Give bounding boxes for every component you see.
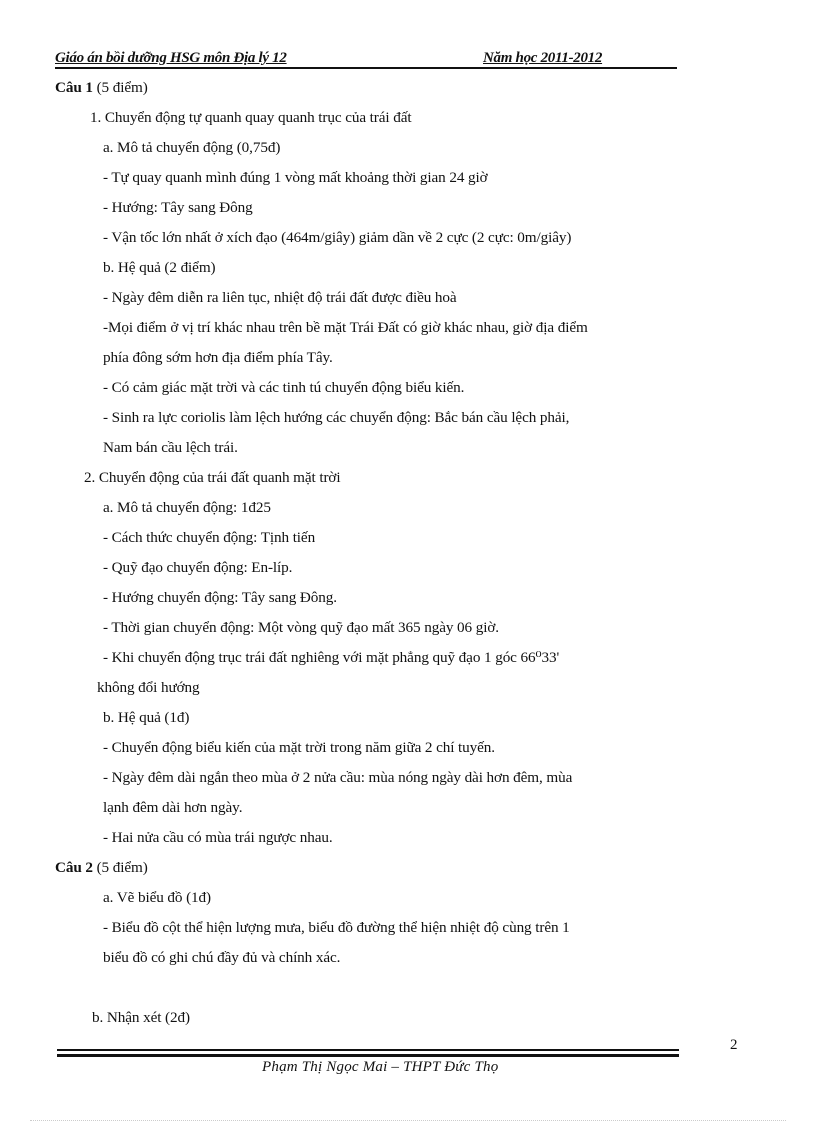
header-rule [55,67,677,69]
body-line: biểu đồ có ghi chú đầy đủ và chính xác. [103,949,341,966]
footer-rule [57,1049,679,1051]
body-line: - Thời gian chuyển động: Một vòng quỹ đạo mất 365 ngày 06 giờ. [103,619,499,636]
body-line: - Hướng: Tây sang Đông [103,199,253,216]
subsection-b-title: b. Hệ quả (1đ) [103,709,190,726]
body-line: - Ngày đêm dài ngắn theo mùa ở 2 nửa cầu: mùa nóng ngày dài hơn đêm, mùa [103,769,573,786]
body-line: - Khi chuyển động trục trái đất nghiêng với mặt phẳng quỹ đạo 1 góc 66⁰33' [103,649,560,666]
question-2-heading: Câu 2 (5 điểm) [55,859,148,876]
body-line: - Biểu đồ cột thể hiện lượng mưa, biểu đồ đường thể hiện nhiệt độ cùng trên 1 [103,919,570,936]
subsection-a-title: a. Mô tả chuyển động: 1đ25 [103,499,271,516]
body-line: Nam bán cầu lệch trái. [103,439,238,456]
header-title: Giáo án bồi dưỡng HSG môn Địa lý 12 [55,50,287,66]
body-line: lạnh đêm dài hơn ngày. [103,799,243,816]
body-line: - Tự quay quanh mình đúng 1 vòng mất khoảng thời gian 24 giờ [103,169,488,186]
page-number: 2 [730,1037,738,1053]
page-header [55,50,677,72]
section-1-title: 1. Chuyển động tự quanh quay quanh trục của trái đất [90,109,412,126]
page-footer: Phạm Thị Ngọc Mai – THPT Đức Thọ [262,1059,499,1075]
body-line: - Chuyển động biểu kiến của mặt trời trong năm giữa 2 chí tuyến. [103,739,495,756]
body-line: - Hướng chuyển động: Tây sang Đông. [103,589,337,606]
body-line: - Quỹ đạo chuyển động: En-líp. [103,559,293,576]
body-line: - Cách thức chuyển động: Tịnh tiến [103,529,316,546]
subsection-a-title: a. Vẽ biểu đồ (1đ) [103,889,211,906]
subsection-b-title: b. Hệ quả (2 điểm) [103,259,216,276]
body-line: - Hai nửa cầu có mùa trái ngược nhau. [103,829,333,846]
body-line: - Ngày đêm diễn ra liên tục, nhiệt độ trái đất được điều hoà [103,289,457,306]
body-line: -Mọi điểm ở vị trí khác nhau trên bề mặt Trái Đất có giờ khác nhau, giờ địa điểm [103,319,588,336]
subsection-a-title: a. Mô tả chuyển động (0,75đ) [103,139,281,156]
question-1-heading: Câu 1 (5 điểm) [55,79,148,96]
body-line: - Có cảm giác mặt trời và các tinh tú chuyển động biểu kiến. [103,379,465,396]
header-school-year: Năm học 2011-2012 [483,50,603,66]
page-border [30,1120,786,1121]
section-2-title: 2. Chuyển động của trái đất quanh mặt trời [84,469,341,486]
footer-rule-thick [57,1054,679,1057]
body-line: phía đông sớm hơn địa điểm phía Tây. [103,349,333,366]
subsection-b-title: b. Nhận xét (2đ) [92,1009,190,1026]
body-line: không đổi hướng [97,679,200,696]
body-line: - Vận tốc lớn nhất ở xích đạo (464m/giây) giảm dần về 2 cực (2 cực: 0m/giây) [103,229,572,246]
body-line: - Sinh ra lực coriolis làm lệch hướng các chuyển động: Bắc bán cầu lệch phải, [103,409,570,426]
